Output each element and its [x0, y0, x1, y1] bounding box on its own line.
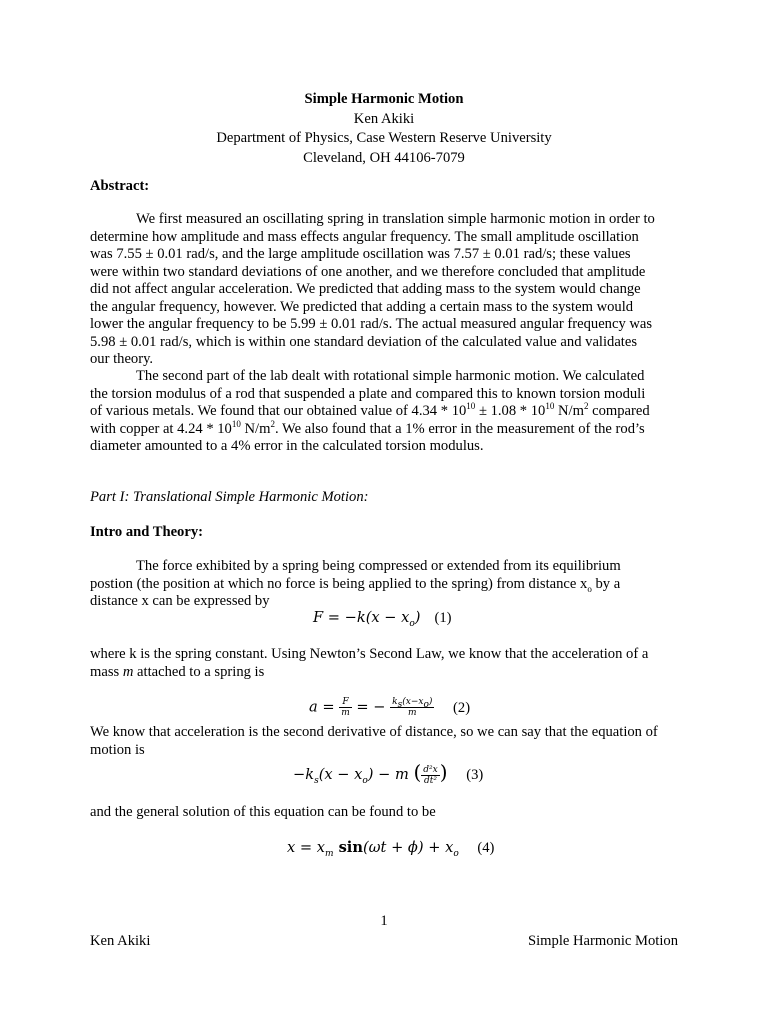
abstract-paragraph-2: [90, 368, 678, 456]
text-line: [90, 576, 678, 594]
subscript: s: [314, 775, 319, 786]
text-span: N/m: [554, 403, 584, 419]
text-line: determine how amplitude and mass effects angular frequency. The small amplitude oscillation: [90, 228, 639, 245]
text-line: were within two standard deviations of one another, and we therefore concluded that amplitude: [90, 263, 646, 280]
text-line: We know that acceleration is the second derivative of distance, so we can say that the equation of: [90, 724, 658, 740]
equation-number: (2): [453, 699, 471, 716]
text-span: postion (the position at which no force is being applied to the spring) from distance x: [90, 575, 588, 592]
eq-text: x = x: [287, 839, 325, 856]
text-line: motion is: [90, 741, 145, 758]
eq-text: (ωt + ϕ) + x: [362, 839, 454, 856]
fraction: [390, 697, 434, 718]
intro-paragraph-1: [90, 558, 678, 611]
sin-function: sin: [333, 839, 363, 856]
equation-number: (1): [434, 610, 452, 626]
text-line: The second part of the lab dealt with rotational simple harmonic motion. We calculated: [136, 368, 645, 384]
equation-3: [293, 760, 484, 786]
denominator: dt²: [424, 775, 438, 786]
italic-var: m: [122, 663, 134, 680]
subscript: o: [453, 848, 459, 859]
numerator: d²x: [423, 764, 438, 775]
superscript: 2: [270, 418, 275, 429]
eq-text: ) − m: [367, 766, 409, 783]
text-span: by a: [591, 575, 621, 592]
text-line: [90, 418, 678, 439]
fraction: [421, 765, 439, 786]
intro-paragraph-2: [90, 646, 678, 681]
abstract-heading: Abstract:: [90, 178, 150, 194]
subscript: m: [324, 848, 334, 859]
text-span: compared: [588, 403, 650, 419]
text-line: our theory.: [90, 351, 154, 367]
numerator: [390, 697, 434, 708]
superscript: 10: [466, 401, 476, 412]
eq-text: (x−x: [402, 697, 424, 707]
denominator: m: [408, 708, 417, 718]
text-span: with copper at 4.24 * 10: [90, 420, 232, 437]
subscript: o: [423, 699, 429, 710]
text-line: lower the angular frequency to be 5.99 ± 0.01 rad/s. The actual measured angular frequency was: [90, 316, 653, 332]
affiliation: Department of Physics, Case Western Reserve University: [216, 130, 552, 146]
subscript: o: [587, 583, 592, 594]
text-span: mass: [90, 663, 123, 680]
page-number: 1: [380, 913, 388, 929]
text-line: The force exhibited by a spring being compressed or extended from its equilibrium: [136, 558, 621, 574]
equation-1: [313, 609, 452, 628]
denominator: m: [341, 708, 350, 718]
eq-text: = −: [356, 698, 386, 716]
text-line: diameter amounted to a 4% error in the calculated torsion modulus.: [90, 438, 484, 454]
equation-4: [287, 839, 494, 858]
text-span: . We also found that a 1% error in the measurement of the rod’s: [274, 420, 645, 437]
superscript: 10: [545, 401, 555, 412]
part-1-title: Part I: Translational Simple Harmonic Motion:: [90, 489, 369, 505]
author-name: Ken Akiki: [353, 110, 415, 127]
text-line: did not affect angular acceleration. We predicted that adding mass to the system would change: [90, 281, 641, 297]
eq-text: −k: [293, 766, 315, 783]
equation-2: [309, 697, 470, 718]
eq-text: ): [414, 609, 421, 626]
fraction: [339, 697, 352, 718]
eq-text: k: [392, 697, 398, 707]
equation-number: (3): [466, 767, 484, 783]
text-line: [90, 403, 678, 421]
footer-title: Simple Harmonic Motion: [528, 933, 678, 949]
eq-text: F = −k(x − x: [313, 609, 410, 626]
equation-number: (4): [477, 840, 495, 856]
text-line: We first measured an oscillating spring in translation simple harmonic motion in order to: [136, 211, 655, 227]
text-line: 5.98 ± 0.01 rad/s, which is within one standard deviation of the calculated value and validates: [90, 333, 638, 350]
text-line: the torsion modulus of a rod that suspended a plate and compared this to known torsion moduli: [90, 385, 646, 402]
title-block: [90, 90, 678, 168]
footer-author: Ken Akiki: [90, 933, 151, 949]
subscript: o: [409, 618, 415, 629]
text-span: N/m: [240, 420, 271, 437]
text-line: where k is the spring constant. Using Newton’s Second Law, we know that the acceleration of a: [90, 646, 649, 662]
address: Cleveland, OH 44106-7079: [303, 149, 465, 166]
paren-glyph: (: [413, 760, 422, 784]
intro-paragraph-4: [90, 804, 678, 822]
text-line: distance x can be expressed by: [90, 593, 270, 609]
eq-text: (x − x: [318, 766, 363, 783]
paren-glyph: ): [439, 760, 448, 784]
text-span: of various metals. We found that our obtained value of 4.34 * 10: [90, 403, 467, 419]
paper-title: Simple Harmonic Motion: [304, 91, 464, 107]
intro-heading: Intro and Theory:: [90, 524, 203, 540]
superscript: 2: [583, 401, 589, 412]
text-line: the angular frequency, however. We predicted that adding a certain mass to the system would: [90, 298, 634, 315]
text-line: was 7.55 ± 0.01 rad/s, and the large amplitude oscillation was 7.57 ± 0.01 rad/s; these values: [90, 246, 631, 262]
text-span: ± 1.08 * 10: [475, 403, 546, 419]
text-line: [90, 664, 678, 682]
intro-paragraph-3: [90, 724, 678, 759]
text-line: and the general solution of this equation can be found to be: [90, 804, 436, 820]
superscript: 10: [231, 418, 241, 429]
numerator: F: [339, 697, 352, 708]
eq-text: ): [428, 697, 433, 707]
subscript: s: [397, 699, 403, 710]
text-span: attached to a spring is: [133, 663, 265, 680]
abstract-paragraph-1: [90, 211, 678, 369]
eq-text: a =: [309, 698, 335, 716]
subscript: o: [362, 775, 368, 786]
